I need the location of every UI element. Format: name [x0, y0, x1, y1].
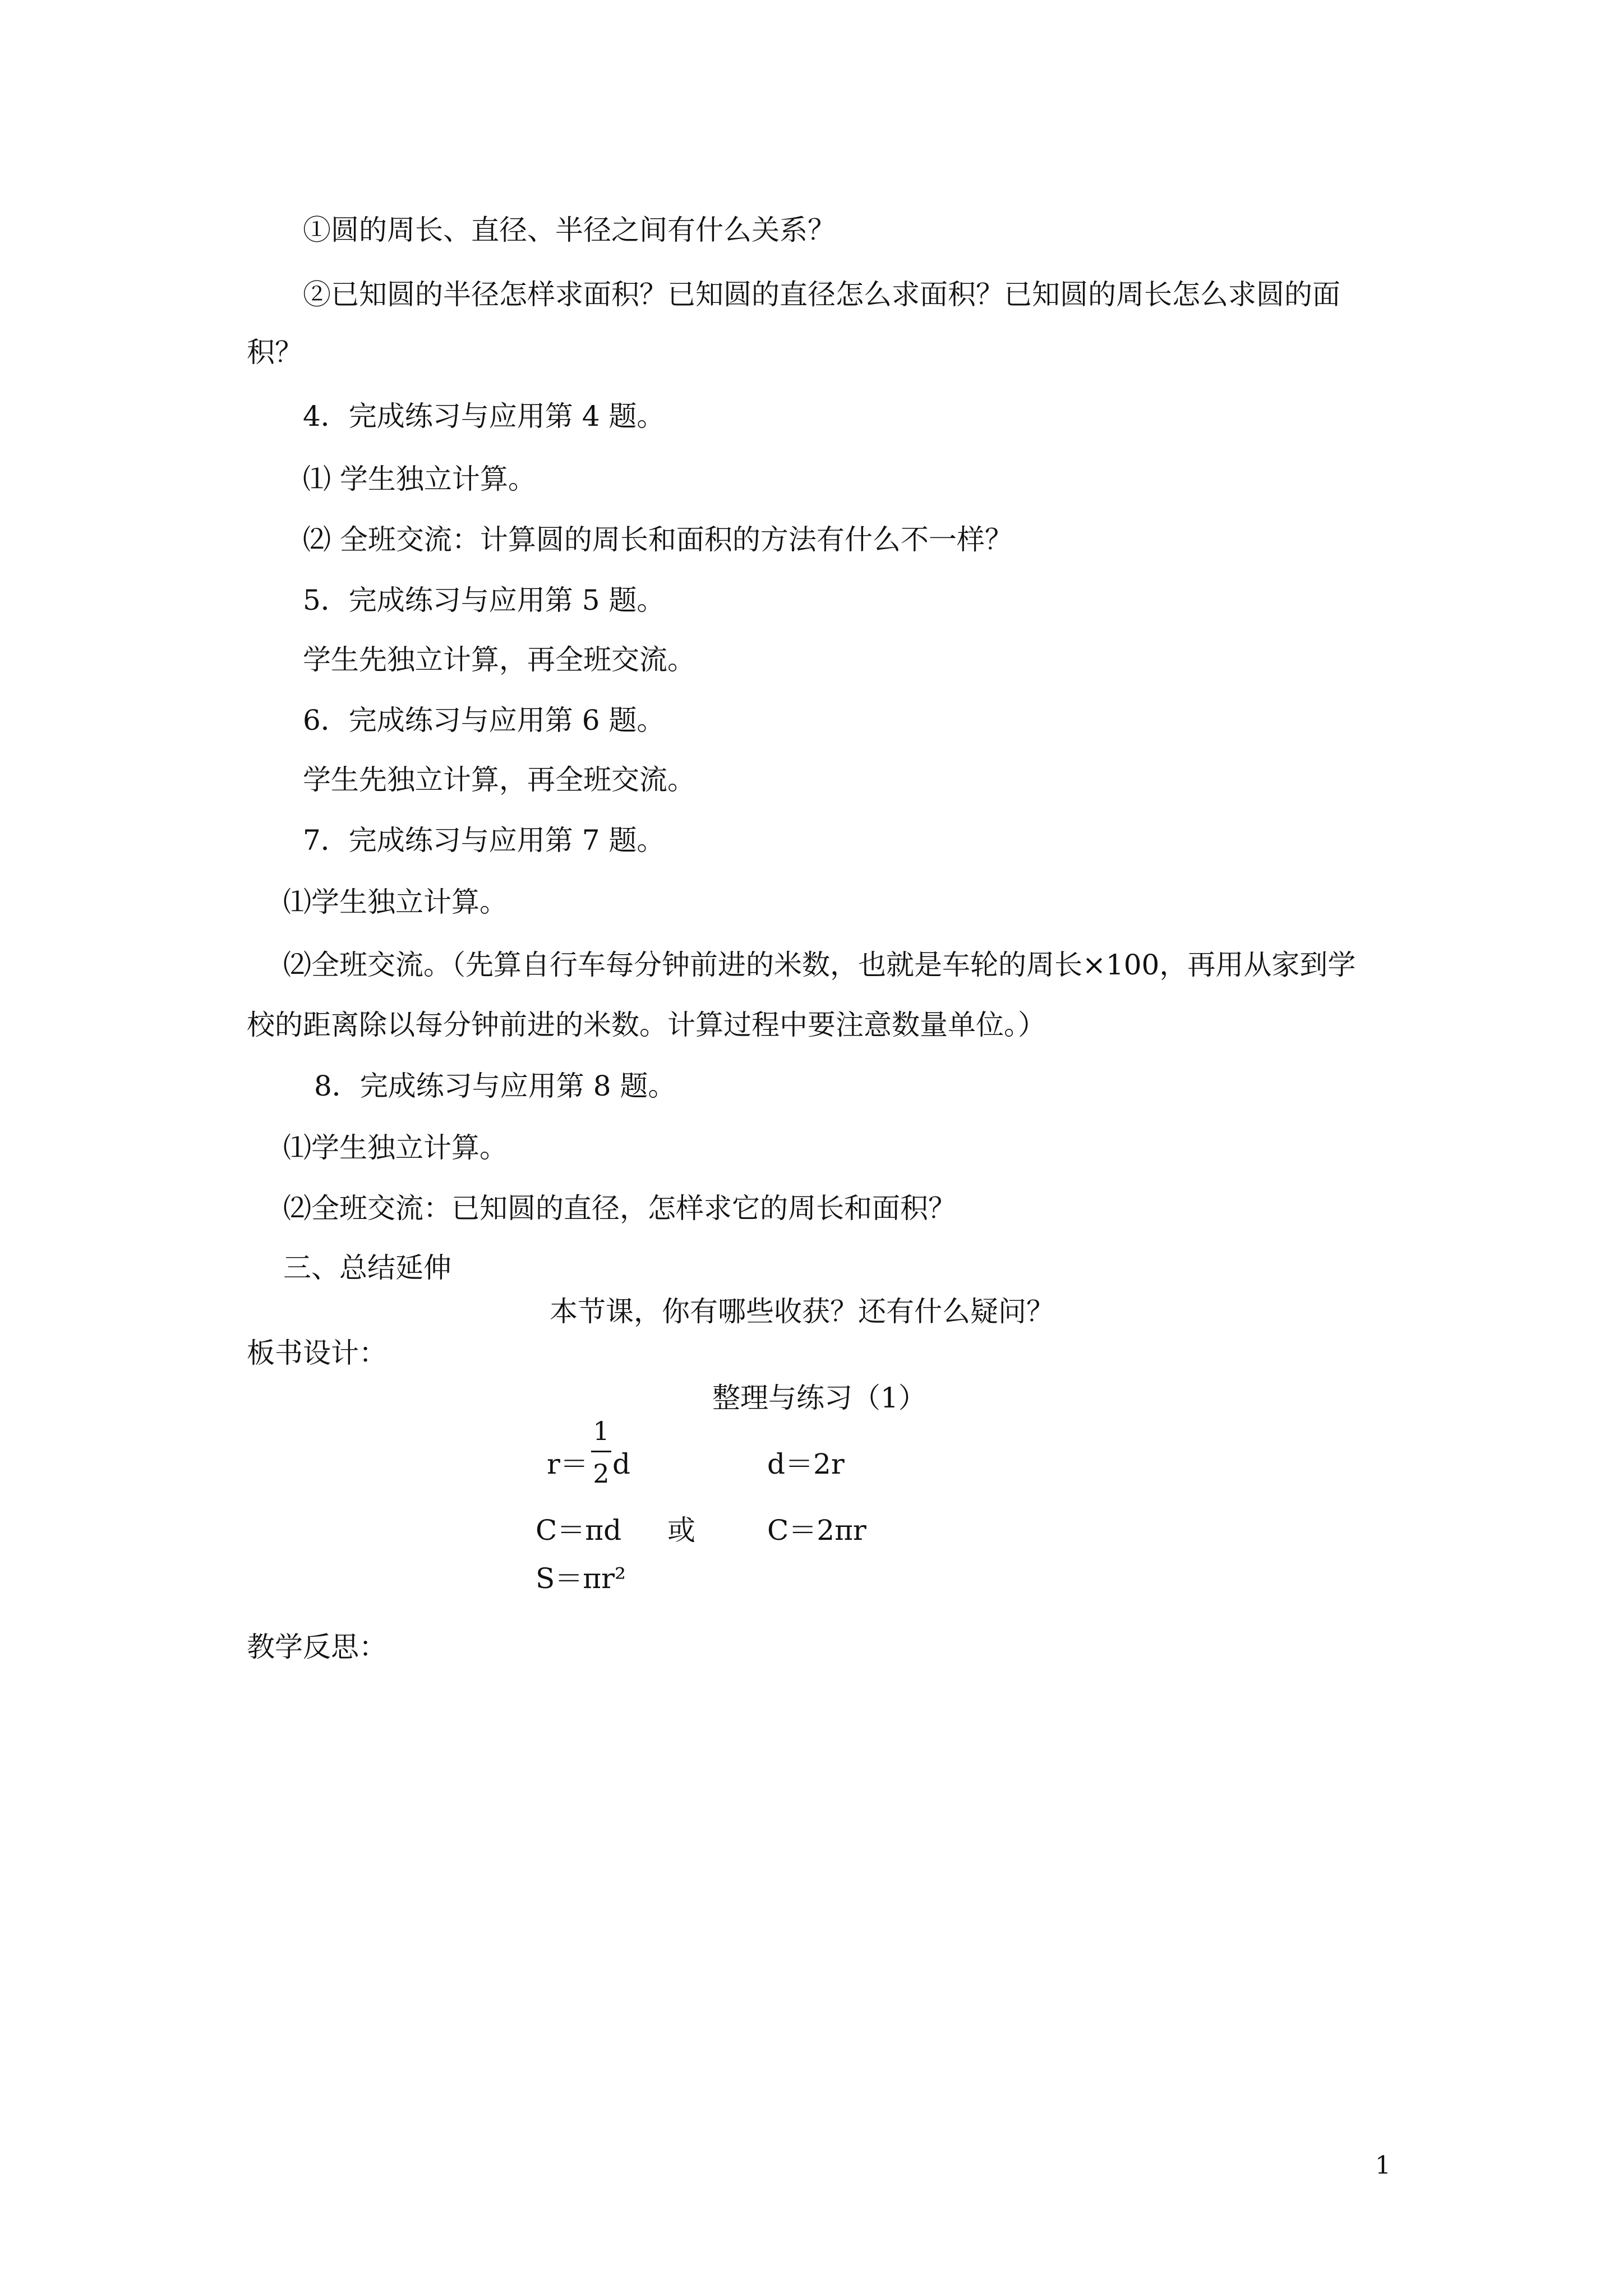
formula-r-left: r＝ [547, 1448, 588, 1480]
text-line-13: ⑵全班交流。（先算自行车每分钟前进的米数，也就是车轮的周长×100，再用从家到学 [283, 949, 1356, 981]
teaching-reflection-label: 教学反思： [247, 1631, 387, 1663]
text-line-9: 6．完成练习与应用第 6 题。 [303, 704, 665, 737]
text-line-14: 校的距离除以每分钟前进的米数。计算过程中要注意数量单位。） [247, 1009, 1046, 1041]
text-line-15: 8．完成练习与应用第 8 题。 [314, 1070, 676, 1102]
formula-d: d＝2r [767, 1448, 845, 1480]
page-number: 1 [1375, 2151, 1391, 2180]
text-line-16: ⑴学生独立计算。 [283, 1131, 508, 1164]
formula-c-pi-d: C＝πd [536, 1514, 622, 1547]
section-heading: 三、总结延伸 [283, 1251, 451, 1284]
text-line-11: 7．完成练习与应用第 7 题。 [303, 824, 665, 857]
formula-c-2pi-r: C＝2πr [767, 1514, 866, 1547]
board-design-label: 板书设计： [247, 1337, 387, 1369]
formula-s: S＝πr² [536, 1562, 626, 1595]
text-line-8: 学生先独立计算，再全班交流。 [303, 643, 695, 676]
fraction-numerator: 1 [593, 1416, 610, 1446]
text-line-17: ⑵全班交流：已知圆的直径，怎样求它的周长和面积？ [283, 1192, 956, 1225]
text-line-7: 5．完成练习与应用第 5 题。 [303, 584, 665, 616]
text-line-10: 学生先独立计算，再全班交流。 [303, 763, 695, 796]
board-title: 整理与练习（1） [712, 1382, 926, 1414]
text-line-12: ⑴学生独立计算。 [283, 886, 508, 918]
text-line-1: ①圆的周长、直径、半径之间有什么关系？ [303, 214, 836, 246]
text-line-4: 4．完成练习与应用第 4 题。 [303, 400, 665, 432]
formula-r-right: d [612, 1448, 631, 1480]
fraction-denominator: 2 [593, 1458, 610, 1489]
text-line-19: 本节课，你有哪些收获？还有什么疑问？ [550, 1295, 1054, 1328]
formula-or: 或 [667, 1514, 695, 1547]
text-line-2: ②已知圆的半径怎样求面积？已知圆的直径怎么求面积？已知圆的周长怎么求圆的面 [303, 278, 1340, 311]
fraction-bar [591, 1451, 611, 1452]
text-line-6: ⑵ 全班交流：计算圆的周长和面积的方法有什么不一样？ [303, 523, 1013, 556]
text-line-3: 积？ [247, 336, 303, 369]
text-line-5: ⑴ 学生独立计算。 [303, 463, 536, 495]
